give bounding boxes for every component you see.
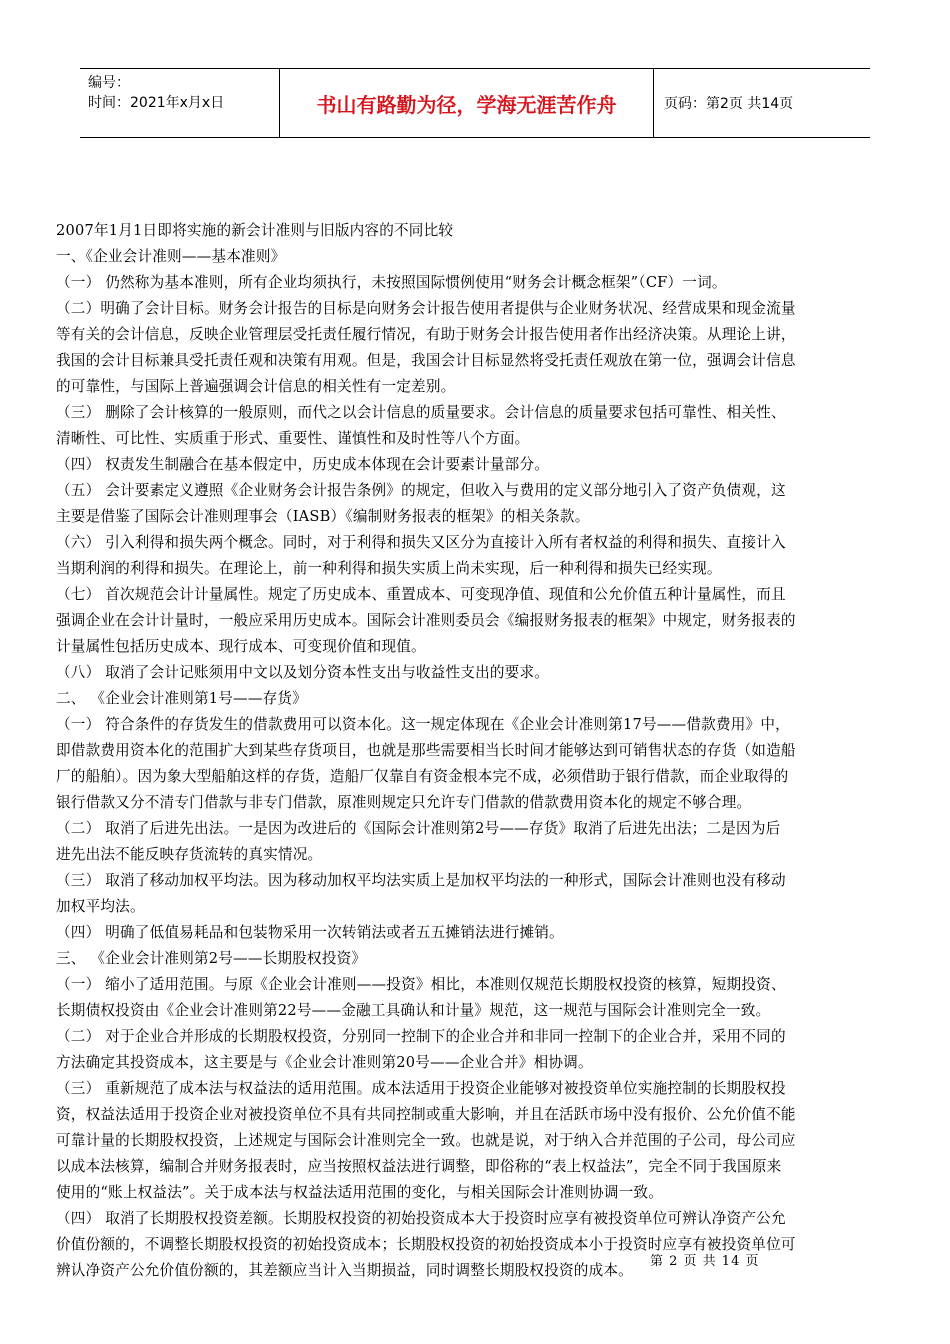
- body-line: 银行借款又分不清专门借款与非专门借款，原准则规定只允许专门借款的借款费用资本化的规定不够合理。: [56, 794, 752, 811]
- body-line: 三、 《企业会计准则第2号——长期股权投资》: [56, 950, 367, 967]
- body-line: 的可靠性，与国际上普遍强调会计信息的相关性有一定差别。: [56, 378, 456, 395]
- body-line: 以成本法核算，编制合并财务报表时，应当按照权益法进行调整，即俗称的“表上权益法”，完全不同于我国原来: [56, 1158, 782, 1175]
- document-body: [56, 218, 896, 1284]
- body-line: 计量属性包括历史成本、现行成本、可变现价值和现值。: [56, 638, 426, 655]
- body-line: 辨认净资产公允价值份额的，其差额应当计入当期损益，同时调整长期股权投资的成本。: [56, 1262, 633, 1279]
- body-line: 一、《企业会计准则——基本准则》: [56, 248, 286, 265]
- body-line: （四） 取消了长期股权投资差额。长期股权投资的初始投资成本大于投资时应享有被投资单位可辨认净资产公允: [56, 1210, 786, 1227]
- time-label: 时间：2021年x月x日: [88, 95, 225, 111]
- page-footer: 第 2 页 共 14 页: [650, 1254, 760, 1269]
- body-line: 2007年1月1日即将实施的新会计准则与旧版内容的不同比较: [56, 222, 454, 239]
- body-line: 价值份额的，不调整长期股权投资的初始投资成本；长期股权投资的初始投资成本小于投资时应享有被投资单位可: [56, 1236, 796, 1253]
- document-header: [80, 68, 870, 138]
- body-line: 即借款费用资本化的范围扩大到某些存货项目，也就是那些需要相当长时间才能够达到可销售状态的存货（如造船: [56, 742, 796, 759]
- body-line: 进先出法不能反映存货流转的真实情况。: [56, 846, 323, 863]
- body-line: 长期债权投资由《企业会计准则第22号——金融工具确认和计量》规范，这一规范与国际会计准则完全一致。: [56, 1002, 771, 1019]
- body-line: （三） 取消了移动加权平均法。因为移动加权平均法实质上是加权平均法的一种形式，国际会计准则也没有移动: [56, 872, 786, 889]
- body-line: 资，权益法适用于投资企业对被投资单位不具有共同控制或重大影响，并且在活跃市场中没有报价、公允价值不能: [56, 1106, 796, 1123]
- body-line: （二） 取消了后进先出法。一是因为改进后的《国际会计准则第2号——存货》取消了后进先出法；二是因为后: [56, 820, 781, 837]
- body-line: （七） 首次规范会计计量属性。规定了历史成本、重置成本、可变现净值、现值和公允价值五种计量属性，而且: [56, 586, 786, 603]
- body-line: 主要是借鉴了国际会计准则理事会（IASB）《编制财务报表的框架》的相关条款。: [56, 508, 590, 525]
- body-line: 使用的“账上权益法”。关于成本法与权益法适用范围的变化，与相关国际会计准则协调一致。: [56, 1184, 664, 1201]
- body-line: 当期利润的利得和损失。在理论上，前一种利得和损失实质上尚未实现，后一种利得和损失已经实现。: [56, 560, 722, 577]
- body-line: （一） 符合条件的存货发生的借款费用可以资本化。这一规定体现在《企业会计准则第17号——借款费用》中，: [56, 716, 790, 733]
- header-motto: 书山有路勤为径，学海无涯苦作舟: [280, 69, 654, 137]
- header-meta: [80, 69, 280, 137]
- body-line: 加权平均法。: [56, 898, 145, 915]
- body-line: （一） 仍然称为基本准则，所有企业均须执行，未按照国际惯例使用“财务会计概念框架”（CF）一词。: [56, 274, 727, 291]
- number-label: 编号：: [88, 75, 130, 91]
- body-line: 等有关的会计信息，反映企业管理层受托责任履行情况，有助于财务会计报告使用者作出经济决策。从理论上讲，: [56, 326, 796, 343]
- body-line: 清晰性、可比性、实质重于形式、重要性、谨慎性和及时性等八个方面。: [56, 430, 530, 447]
- body-line: （三） 重新规范了成本法与权益法的适用范围。成本法适用于投资企业能够对被投资单位实施控制的长期股权投: [56, 1080, 786, 1097]
- body-line: （六） 引入利得和损失两个概念。同时，对于利得和损失又区分为直接计入所有者权益的利得和损失、直接计入: [56, 534, 786, 551]
- body-line: （八） 取消了会计记账须用中文以及划分资本性支出与收益性支出的要求。: [56, 664, 550, 681]
- body-line: （四） 权责发生制融合在基本假定中，历史成本体现在会计要素计量部分。: [56, 456, 550, 473]
- body-line: 可靠计量的长期股权投资，上述规定与国际会计准则完全一致。也就是说，对于纳入合并范围的子公司，母公司应: [56, 1132, 796, 1149]
- body-line: 我国的会计目标兼具受托责任观和决策有用观。但是，我国会计目标显然将受托责任观放在第一位，强调会计信息: [56, 352, 796, 369]
- body-line: （四） 明确了低值易耗品和包装物采用一次转销法或者五五摊销法进行摊销。: [56, 924, 564, 941]
- header-page-info: 页码：第2页 共14页: [664, 96, 794, 112]
- body-line: （二）明确了会计目标。财务会计报告的目标是向财务会计报告使用者提供与企业财务状况、经营成果和现金流量: [56, 300, 796, 317]
- body-line: 厂的船舶）。因为象大型船舶这样的存货，造船厂仅靠自有资金根本完不成，必须借助于银行借款，而企业取得的: [56, 768, 789, 785]
- body-line: （二） 对于企业合并形成的长期股权投资，分别同一控制下的企业合并和非同一控制下的企业合并，采用不同的: [56, 1028, 786, 1045]
- body-line: 方法确定其投资成本，这主要是与《企业会计准则第20号——企业合并》相协调。: [56, 1054, 593, 1071]
- body-line: （一） 缩小了适用范围。与原《企业会计准则——投资》相比，本准则仅规范长期股权投资的核算，短期投资、: [56, 976, 786, 993]
- body-line: （五） 会计要素定义遵照《企业财务会计报告条例》的规定，但收入与费用的定义部分地引入了资产负债观，这: [56, 482, 786, 499]
- body-line: 强调企业在会计计量时，一般应采用历史成本。国际会计准则委员会《编报财务报表的框架》中规定，财务报表的: [56, 612, 796, 629]
- body-line: （三） 删除了会计核算的一般原则，而代之以会计信息的质量要求。会计信息的质量要求包括可靠性、相关性、: [56, 404, 786, 421]
- body-line: 二、 《企业会计准则第1号——存货》: [56, 690, 308, 707]
